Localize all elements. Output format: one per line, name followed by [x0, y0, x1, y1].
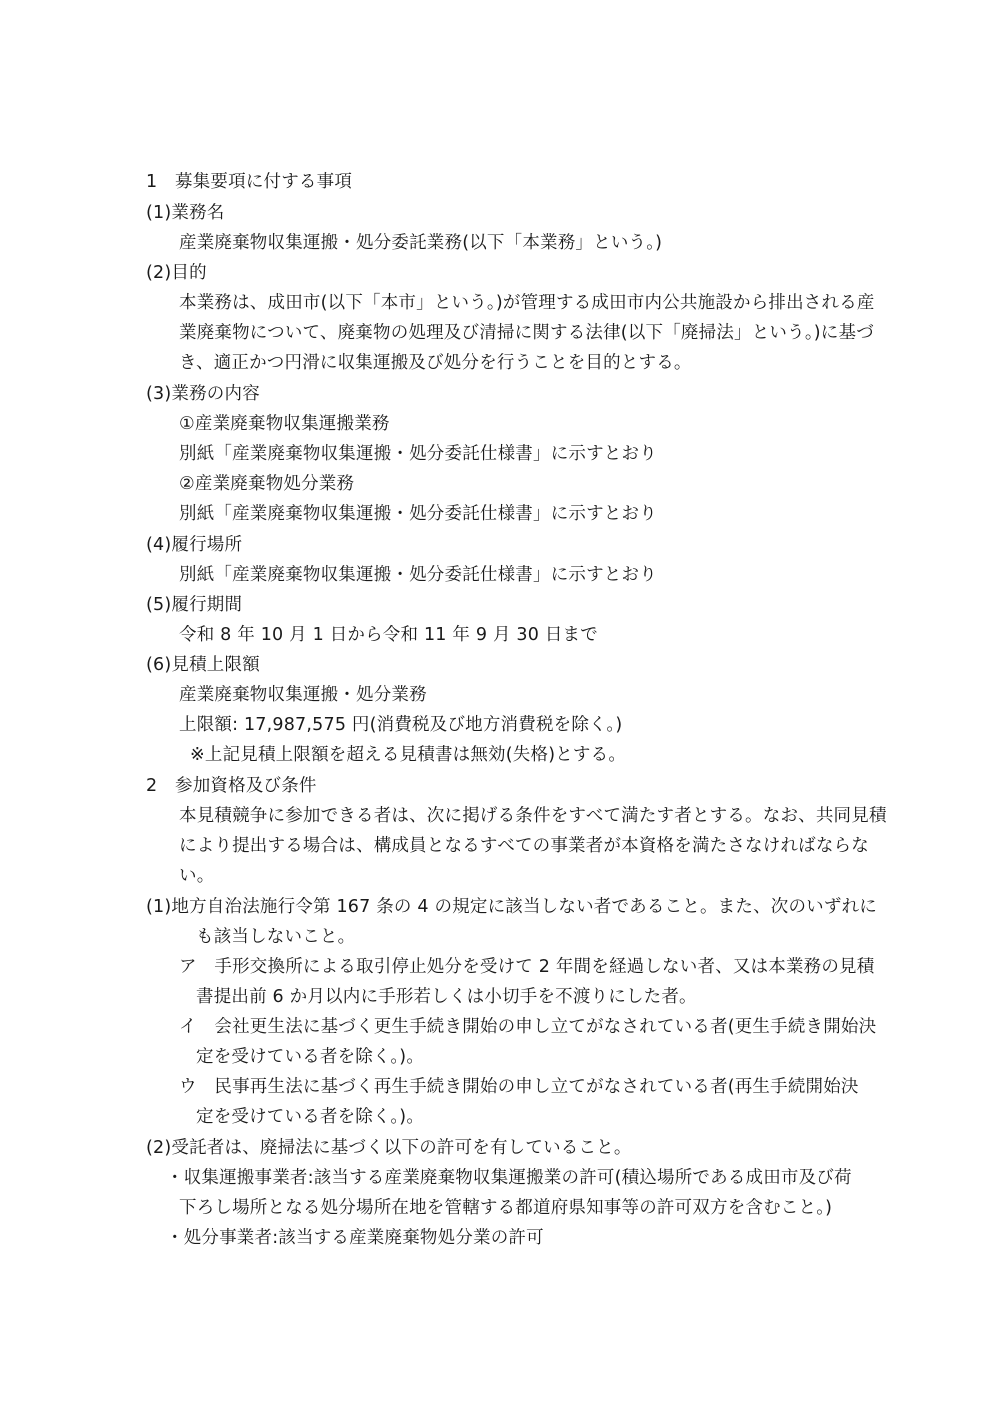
item-heading: (4)履行場所	[146, 535, 243, 555]
item-heading: (1)地方自治法施行令第 167 条の 4 の規定に該当しない者であること。また、次のいずれに	[146, 897, 877, 917]
body-text: 定を受けている者を除く。)。	[196, 1107, 425, 1127]
item-heading: (2)受託者は、廃掃法に基づく以下の許可を有していること。	[146, 1138, 632, 1158]
body-text: 産業廃棄物収集運搬・処分委託業務(以下「本業務」という。)	[179, 233, 663, 253]
item-heading: (3)業務の内容	[146, 384, 260, 404]
body-text: 書提出前 6 か月以内に手形若しくは小切手を不渡りにした者。	[196, 987, 697, 1007]
sub-item: イ 会社更生法に基づく更生手続き開始の申し立てがなされている者(更生手続き開始決	[179, 1017, 877, 1037]
body-text: い。	[179, 866, 215, 886]
sub-item: ②産業廃棄物処分業務	[179, 474, 355, 494]
item-heading: (5)履行期間	[146, 595, 243, 615]
body-text: 上限額: 17,987,575 円(消費税及び地方消費税を除く。)	[179, 715, 623, 735]
body-text: 業廃棄物について、廃棄物の処理及び清掃に関する法律(以下「廃掃法」という。)に基づ	[179, 323, 874, 343]
body-text: も該当しないこと。	[196, 927, 356, 947]
body-text: 別紙「産業廃棄物収集運搬・処分委託仕様書」に示すとおり	[179, 565, 657, 585]
bullet-item: ・処分事業者:該当する産業廃棄物処分業の許可	[166, 1228, 544, 1248]
section-heading-1: 1 募集要項に付する事項	[146, 172, 353, 192]
item-heading: (1)業務名	[146, 203, 225, 223]
body-text: 令和 8 年 10 月 1 日から令和 11 年 9 月 30 日まで	[179, 625, 598, 645]
sub-item: ア 手形交換所による取引停止処分を受けて 2 年間を経過しない者、又は本業務の見積	[179, 957, 875, 977]
body-text: 別紙「産業廃棄物収集運搬・処分委託仕様書」に示すとおり	[179, 504, 657, 524]
body-text: 本業務は、成田市(以下「本市」という。)が管理する成田市内公共施設から排出される産	[179, 293, 875, 313]
sub-item: ウ 民事再生法に基づく再生手続き開始の申し立てがなされている者(再生手続開始決	[179, 1077, 859, 1097]
body-text: 下ろし場所となる処分場所在地を管轄する都道府県知事等の許可双方を含むこと。)	[179, 1198, 833, 1218]
note-text: ※上記見積上限額を超える見積書は無効(失格)とする。	[190, 745, 627, 765]
body-text: き、適正かつ円滑に収集運搬及び処分を行うことを目的とする。	[179, 353, 692, 373]
item-heading: (6)見積上限額	[146, 655, 260, 675]
body-text: 定を受けている者を除く。)。	[196, 1047, 425, 1067]
body-text: により提出する場合は、構成員となるすべての事業者が本資格を満たさなければならな	[179, 836, 869, 856]
body-text: 本見積競争に参加できる者は、次に掲げる条件をすべて満たす者とする。なお、共同見積	[179, 806, 887, 826]
item-heading: (2)目的	[146, 263, 207, 283]
section-heading-2: 2 参加資格及び条件	[146, 776, 317, 796]
body-text: 産業廃棄物収集運搬・処分業務	[179, 685, 427, 705]
sub-item: ①産業廃棄物収集運搬業務	[179, 414, 390, 434]
body-text: 別紙「産業廃棄物収集運搬・処分委託仕様書」に示すとおり	[179, 444, 657, 464]
bullet-item: ・収集運搬事業者:該当する産業廃棄物収集運搬業の許可(積込場所である成田市及び荷	[166, 1168, 852, 1188]
